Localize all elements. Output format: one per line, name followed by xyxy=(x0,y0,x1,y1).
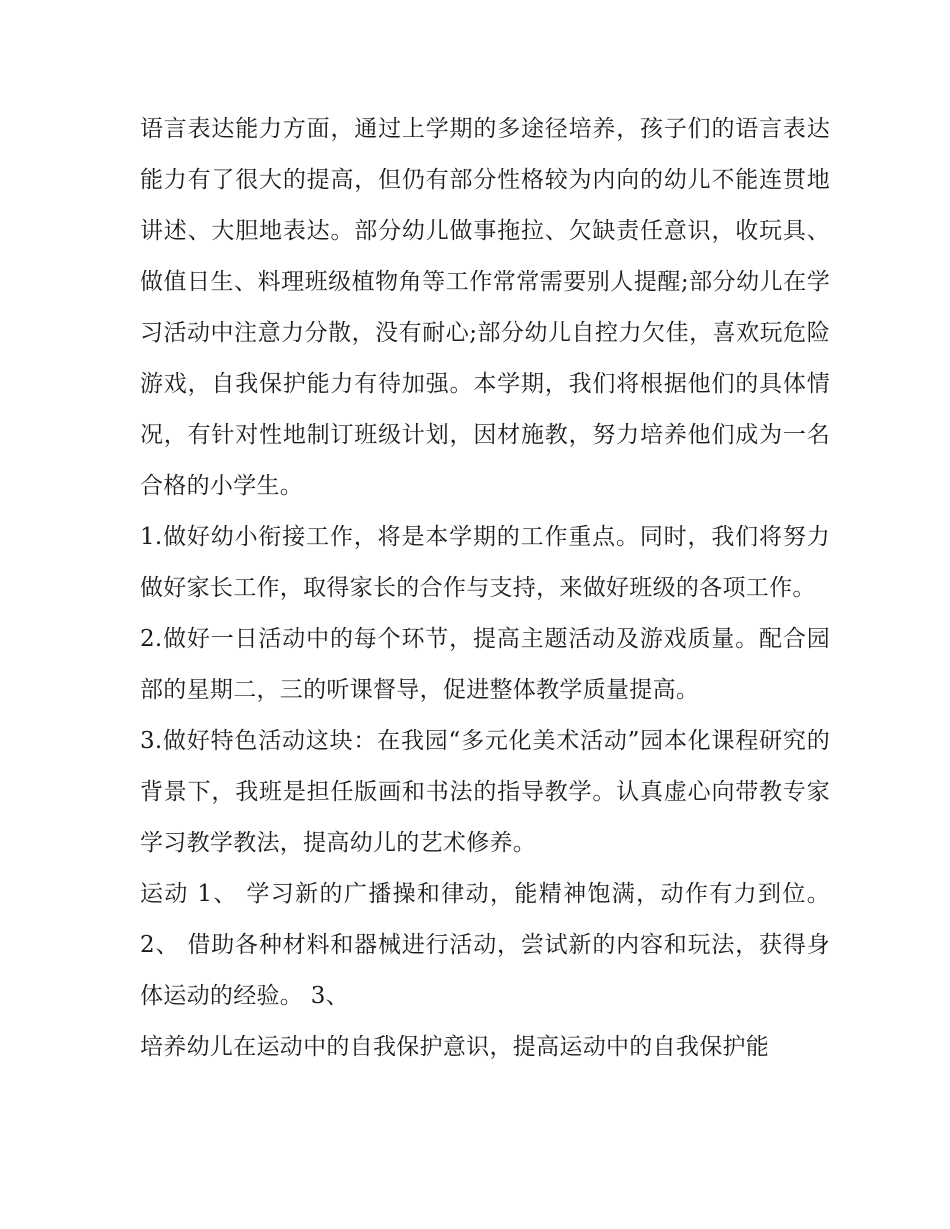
paragraph-item-2: 2.做好一日活动中的每个环节，提高主题活动及游戏质量。配合园部的星期二，三的听课督导，促进整体教学质量提高。 xyxy=(140,626,830,703)
paragraph-self-protection: 培养幼儿在运动中的自我保护意识，提高运动中的自我保护能 xyxy=(140,1034,770,1060)
document-body xyxy=(140,104,830,1073)
paragraph-sports: 运动 1、 学习新的广播操和律动，能精神饱满，动作有力到位。 2、 借助各种材料和器械进行活动，尝试新的内容和玩法，获得身体运动的经验。 3、 xyxy=(140,881,830,1009)
paragraph-language-ability: 语言表达能力方面，通过上学期的多途径培养，孩子们的语言表达能力有了很大的提高，但仍有部分性格较为内向的幼儿不能连贯地讲述、大胆地表达。部分幼儿做事拖拉、欠缺责任意识，收玩具、做值日生、料理班级植物角等工作常常需要别人提醒;部分幼儿在学习活动中注意力分散，没有耐心;部分幼儿自控力欠佳，喜欢玩危险游戏，自我保护能力有待加强。本学期，我们将根据他们的具体情况，有针对性地制订班级计划，因材施教，努力培养他们成为一名合格的小学生。 xyxy=(140,116,830,499)
paragraph-item-3: 3.做好特色活动这块：在我园“多元化美术活动”园本化课程研究的背景下，我班是担任版画和书法的指导教学。认真虚心向带教专家学习教学教法，提高幼儿的艺术修养。 xyxy=(140,728,830,856)
paragraph-item-1: 1.做好幼小衔接工作，将是本学期的工作重点。同时，我们将努力做好家长工作，取得家长的合作与支持，来做好班级的各项工作。 xyxy=(140,524,830,601)
